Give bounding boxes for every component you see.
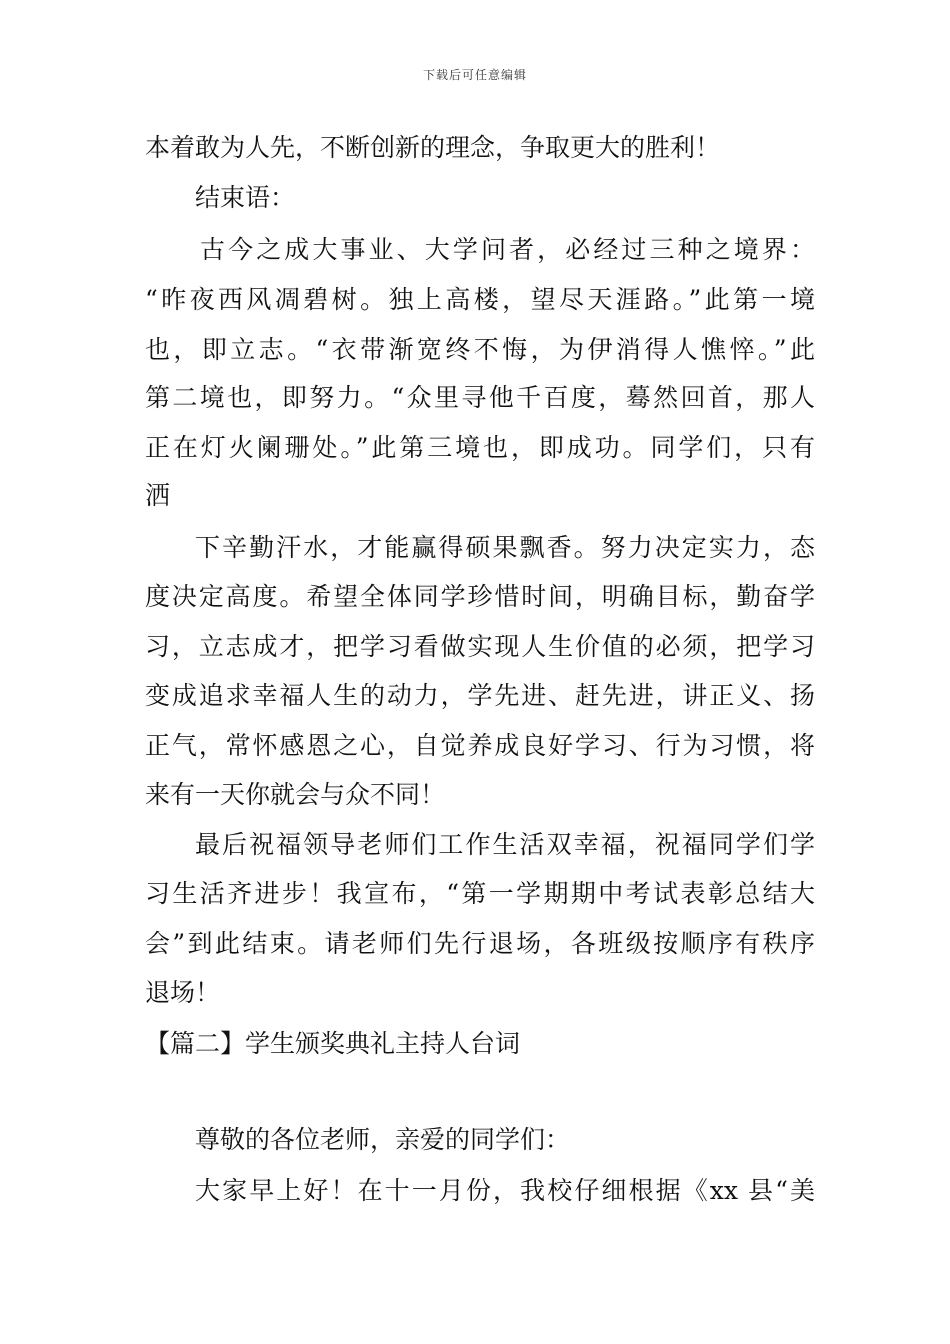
paragraph-line: “昨夜西风凋碧树。独上高楼，望尽天涯路。”此第一境 bbox=[145, 285, 815, 314]
paragraph-line: 古今之成大事业、大学问者，必经过三种之境界： bbox=[200, 235, 815, 264]
paragraph-line: 会”到此结束。请老师们先行退场，各班级按顺序有秩序 bbox=[145, 929, 815, 958]
section-heading: 【篇二】学生颁奖典礼主持人台词 bbox=[145, 1029, 521, 1058]
paragraph-line: 习生活齐进步！我宣布，“第一学期期中考试表彰总结大 bbox=[145, 879, 815, 908]
paragraph-line: 本着敢为人先，不断创新的理念，争取更大的胜利！ bbox=[145, 133, 721, 162]
paragraph-line: 度决定高度。希望全体同学珍惜时间，明确目标，勤奋学 bbox=[145, 582, 815, 611]
paragraph-line: 来有一天你就会与众不同！ bbox=[145, 780, 446, 809]
closing-heading: 结束语： bbox=[195, 183, 296, 212]
paragraph-line: 最后祝福领导老师们工作生活双幸福，祝福同学们学 bbox=[195, 830, 815, 859]
paragraph-line: 大家早上好！在十一月份，我校仔细根据《xx 县“美 bbox=[195, 1176, 815, 1205]
paragraph-line: 洒 bbox=[145, 481, 171, 510]
paragraph-line: 下辛勤汗水，才能赢得硕果飘香。努力决定实力，态 bbox=[195, 533, 815, 562]
paragraph-line: 第二境也，即努力。“众里寻他千百度，蓦然回首，那人 bbox=[145, 383, 815, 412]
paragraph-line: 习，立志成才，把学习看做实现人生价值的必须，把学习 bbox=[145, 632, 815, 661]
paragraph-line: 正在灯火阑珊处。”此第三境也，即成功。同学们，只有 bbox=[145, 433, 815, 462]
paragraph-line: 正气，常怀感恩之心，自觉养成良好学习、行为习惯，将 bbox=[145, 731, 815, 760]
salutation: 尊敬的各位老师，亲爱的同学们： bbox=[195, 1125, 571, 1154]
paragraph-line: 也，即立志。“衣带渐宽终不悔，为伊消得人憔悴。”此 bbox=[145, 335, 815, 364]
paragraph-line: 退场！ bbox=[145, 978, 221, 1007]
page-header-note: 下载后可任意编辑 bbox=[422, 68, 527, 82]
paragraph-line: 变成追求幸福人生的动力，学先进、赶先进，讲正义、扬 bbox=[145, 681, 815, 710]
